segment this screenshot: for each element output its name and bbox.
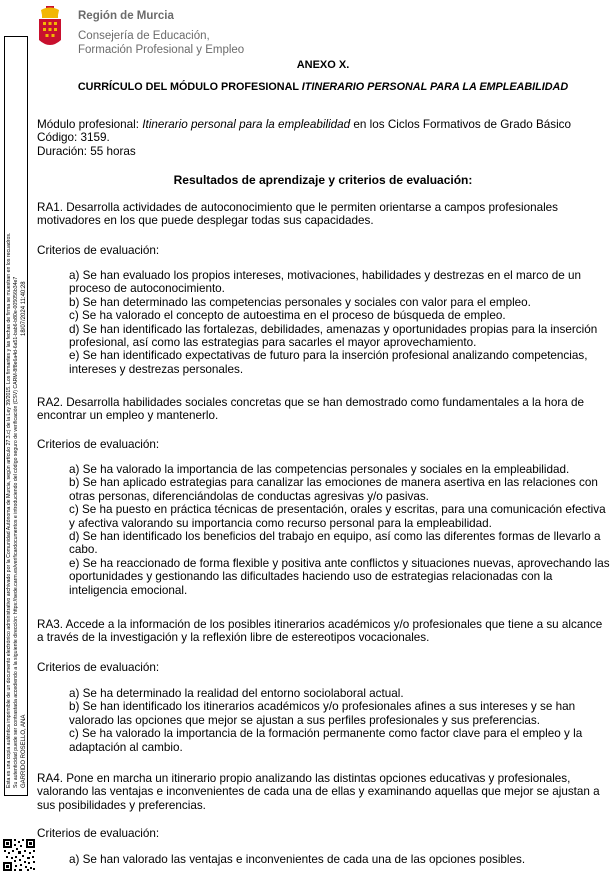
list-item: a) Se ha determinado la realidad del entorno sociolaboral actual. bbox=[69, 687, 404, 700]
curriculum-prefix: CURRÍCULO DEL MÓDULO PROFESIONAL bbox=[77, 81, 302, 93]
list-item: a) Se han valorado las ventajas e inconvenientes de cada una de las opciones posibles. bbox=[69, 853, 526, 866]
list-item: c) Se ha valorado la importancia de la formación permanente como factor clave para el empleo y la adaptación al cambio. bbox=[69, 727, 583, 754]
list-item: d) Se han identificado las fortalezas, debilidades, amenazas y oportunidades propias para la inserción profesional, así como las estrategias para sacarles el mayor aprovechamiento. bbox=[69, 322, 598, 350]
organization-name bbox=[78, 9, 244, 57]
list-item: b) Se han aplicado estrategias para canalizar las emociones de manera asertiva en las relaciones con otras personas, diferenciándolas de conductas agresivas y/o pasivas. bbox=[69, 476, 598, 503]
list-item: b) Se han identificado los itinerarios académicos y/o profesionales afines a sus intereses y se han valorado las opciones que mejor se ajustan a sus perfiles profesionales y sus preferencias. bbox=[69, 700, 576, 727]
ra3-text: RA3. Accede a la información de los posibles itinerarios académicos y/o profesionales que tiene a su alcance a través de la investigación y la reflexión libre de estereotipos vocacionales. bbox=[37, 618, 603, 645]
ra4-criteria-list bbox=[69, 853, 614, 866]
verification-text-1: Esta es una copia auténtica imprimible de un documento electrónico administrativo archivado por la Comunidad Autónoma de Murcia, según artículo 27.3.c) de la Ley 39/2015. Los firmantes y las fechas de firma se muestran en los recuadros. bbox=[6, 232, 12, 788]
ra2-criteria-label: Criterios de evaluación: bbox=[37, 438, 160, 451]
results-title: Resultados de aprendizaje y criterios de evaluación: bbox=[173, 173, 473, 187]
list-item: a) Se han evaluado los propios intereses, motivaciones, habilidades y destrezas en el marco de un proceso de autoconocimiento. bbox=[69, 269, 581, 296]
module-code: Código: 3159. bbox=[37, 131, 110, 145]
module-prefix: Módulo profesional: bbox=[37, 118, 143, 131]
department-line-1: Consejería de Educación, bbox=[78, 30, 210, 42]
curriculum-title bbox=[37, 81, 609, 94]
ra2-criteria-list bbox=[69, 463, 614, 597]
qr-code-icon bbox=[2, 838, 36, 872]
list-item: c) Se ha puesto en práctica técnicas de presentación, orales y escritas, para una comunicación efectiva y afectiva valorando su importancia como recurso personal para la empleabilidad. bbox=[69, 503, 606, 530]
ra4-text: RA4. Pone en marcha un itinerario propio analizando las distintas opciones educativas y profesionales, valorando las ventajas e inconvenientes de cada una de ellas y examinando aquellas que mejor se ajustan a sus posibilidades y preferencias. bbox=[37, 772, 600, 812]
module-duration: Duración: 55 horas bbox=[37, 144, 136, 158]
ra1-criteria-label: Criterios de evaluación: bbox=[37, 244, 160, 257]
coat-of-arms-icon bbox=[36, 6, 64, 56]
module-name: Itinerario personal para la empleabilidad bbox=[142, 118, 351, 131]
list-item: a) Se ha valorado la importancia de las competencias personales y sociales en la empleabilidad. bbox=[69, 463, 570, 476]
ra3-criteria-label: Criterios de evaluación: bbox=[37, 661, 160, 674]
list-item: e) Se han identificado expectativas de futuro para la inserción profesional analizando competencias, intereses y destrezas personales. bbox=[69, 349, 588, 376]
page-header bbox=[36, 6, 316, 56]
curriculum-module-name: ITINERARIO PERSONAL PARA LA EMPLEABILIDAD bbox=[301, 81, 569, 93]
module-suffix: en los Ciclos Formativos de Grado Básico bbox=[350, 118, 572, 131]
ra2-text: RA2. Desarrolla habilidades sociales concretas que se han demostrado como fundamentales a la hora de encontrar un empleo y mantenerlo. bbox=[37, 396, 585, 423]
annex-title: ANEXO X. bbox=[296, 59, 350, 71]
department-line-2: Formación Profesional y Empleo bbox=[78, 44, 245, 56]
verification-sidebar bbox=[2, 36, 30, 882]
ra4-criteria-label: Criterios de evaluación: bbox=[37, 827, 160, 840]
list-item: e) Se ha reaccionado de forma flexible y positiva ante conflictos y situaciones nuevas, aprovechando las oportunidades y gestionando las dificultades haciendo uso de estrategias relacionadas con la inteligencia emocional. bbox=[69, 556, 610, 597]
verification-text-2: Su autenticidad puede ser contrastada accediendo a la siguiente dirección: https://sede.carm.es/verificardocumentos e introduciendo del código seguro de verificación (CSV) CARM-8f8e6a4d-6a51-bab6-b80e-005056b34e7 bbox=[13, 276, 19, 788]
ra1-criteria-list bbox=[69, 269, 614, 376]
list-item: b) Se han determinado las competencias personales y sociales con valor para el empleo. bbox=[69, 295, 531, 309]
signature-date: 18/07/2024 11:40:28 bbox=[21, 281, 27, 336]
list-item: c) Se ha valorado el concepto de autoestima en el proceso de búsqueda de empleo. bbox=[69, 309, 506, 323]
ra1-text: RA1. Desarrolla actividades de autoconocimiento que le permiten orientarse a campos profesionales motivadores en los que puede desplegar todas sus capacidades. bbox=[37, 201, 559, 228]
module-line bbox=[37, 118, 609, 131]
ra3-criteria-list bbox=[69, 687, 614, 754]
signer-name: GARRIDO ROSELLO, ANA bbox=[21, 714, 27, 788]
region-name: Región de Murcia bbox=[78, 10, 174, 22]
module-info bbox=[37, 118, 609, 158]
list-item: d) Se han identificado los beneficios del trabajo en equipo, así como las diferentes formas de llevarlo a cabo. bbox=[69, 530, 601, 557]
